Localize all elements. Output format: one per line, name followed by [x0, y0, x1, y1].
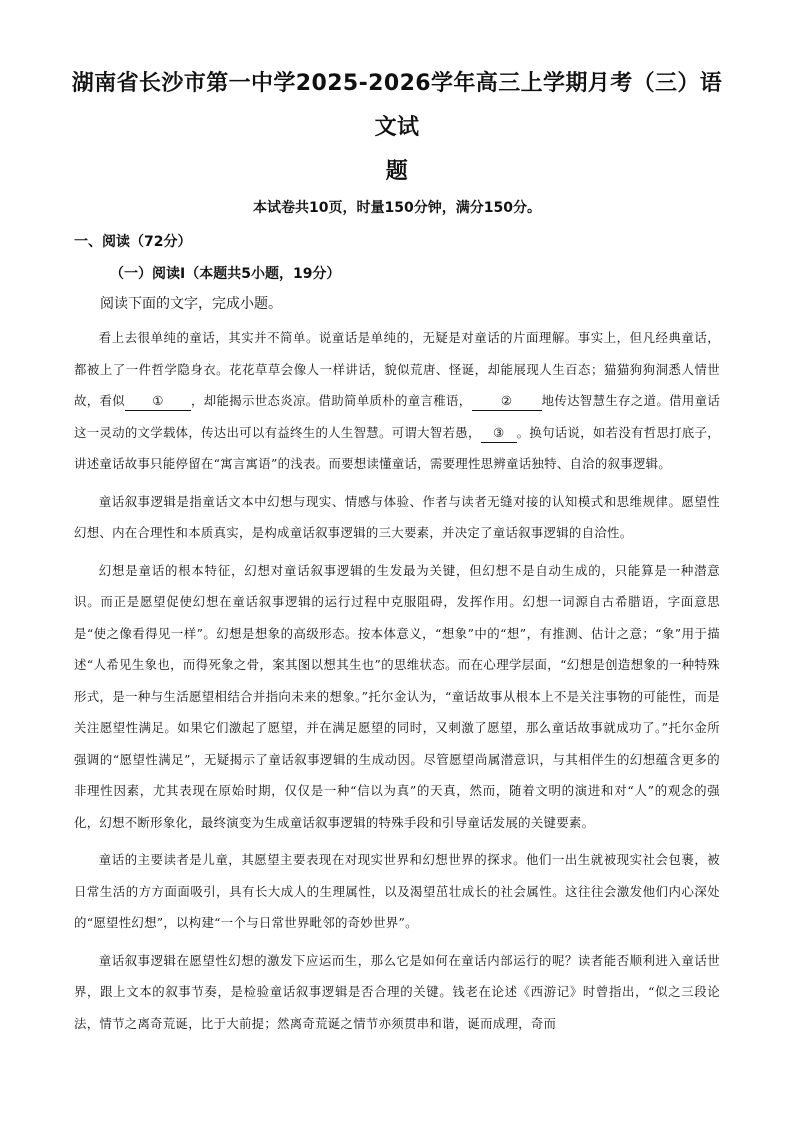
- p1-text-b: ，却能揭示世态炎凉。借助简单质朴的童言稚语，: [191, 393, 472, 408]
- blank-2: ②: [472, 392, 542, 411]
- passage-paragraph-5: 童话叙事逻辑在愿望性幻想的激发下应运而生，那么它是如何在童话内部运行的呢？读者能否顺利进入童话世界，跟上文本的叙事节奏，是检验童话叙事逻辑是否合理的关键。钱老在论述《西游记》时曾指出，“似之三段论法，情节之离奇荒诞，比于大前提；然离奇荒诞之情节亦须贯串和谐，诞而成理，奇而: [74, 952, 720, 1031]
- p1-text-d: 。换句话说，如若没有哲思打底子，讲述童话故事只能停留在“寓言寓语”的浅表。而要想读懂童话，需要理性思辨童话独特、自洽的叙事逻辑。: [74, 424, 720, 471]
- passage-paragraph-2: 童话叙事逻辑是指童话文本中幻想与现实、情感与体验、作者与读者无缝对接的认知模式和思维规律。愿望性幻想、内在合理性和本质真实，是构成童话叙事逻辑的三大要素，并决定了童话叙事逻辑的自洽性。: [74, 493, 720, 540]
- exam-title: [66, 62, 728, 194]
- title-line-2: 题: [385, 159, 409, 184]
- passage-paragraph-3: 幻想是童话的根本特征，幻想对童话叙事逻辑的生发最为关键，但幻想不是自动生成的，只能算是一种潜意识。而正是愿望促使幻想在童话叙事逻辑的运行过程中克服阻碍，发挥作用。幻想一词源自古希腊语，字面意思是“使之像看得见一样”。幻想是想象的高级形态。按本体意义，“想象”中的“想”，有推测、估计之意；“象”用于描述“人希见生象也，而得死象之骨，案其图以想其生也”的思维状态。而在心理学层面，“幻想是创造想象的一种特殊形式，是一种与生活愿望相结合并指向未来的想象。”托尔金认为，“童话故事从根本上不是关注事物的可能性，而是关注愿望性满足。如果它们激起了愿望，并在满足愿望的同时，又刺激了愿望，那么童话故事就成功了。”托尔金所强调的“愿望性满足”，无疑揭示了童话叙事逻辑的生成动因。尽管愿望尚属潜意识，与其相伴生的幻想蕴含更多的非理性因素，尤其表现在原始时期，仅仅是一种“信以为真”的天真，然而，随着文明的演进和对“人”的观念的强化，幻想不断形象化，最终演变为生成童话叙事逻辑的特殊手段和引导童话发展的关键要素。: [74, 562, 720, 830]
- blank-1: ①: [125, 392, 191, 411]
- blank-3: ③: [481, 424, 517, 443]
- exam-info: 本试卷共10页，时量150分钟，满分150分。: [253, 200, 541, 216]
- section-heading: 一、阅读（72分）: [74, 234, 192, 250]
- p1-text-a: 看上去很单纯的童话，其实并不简单。说童话是单纯的，无疑是对童话的片面理解。事实上，但凡经典童话，都被上了一件哲学隐身衣。花花草草会像人一样讲话，貌似荒唐、怪诞，却能展现人生百态；猫猫狗狗洞悉人情世故，看似: [74, 330, 720, 408]
- passage-paragraph-4: 童话的主要读者是儿童，其愿望主要表现在对现实世界和幻想世界的探求。他们一出生就被现实社会包裹，被日常生活的方方面面吸引，具有长大成人的生理属性，以及渴望茁壮成长的社会属性。这往往会激发他们内心深处的“愿望性幻想”，以构建“一个与日常世界毗邻的奇妙世界”。: [74, 852, 720, 930]
- title-line-1: 湖南省长沙市第一中学2025-2026学年高三上学期月考（三）语文试: [71, 71, 723, 140]
- passage-paragraph-1: [74, 322, 720, 480]
- p1-text-c: 地传达智慧生存之道。借用童话这一灵动的文学载体，传达出可以有益终生的人生智慧。可谓大智若愚，: [74, 393, 721, 440]
- instruction: 阅读下面的文字，完成小题。: [100, 296, 282, 312]
- sub-heading: （一）阅读Ⅰ（本题共5小题，19分）: [110, 266, 341, 282]
